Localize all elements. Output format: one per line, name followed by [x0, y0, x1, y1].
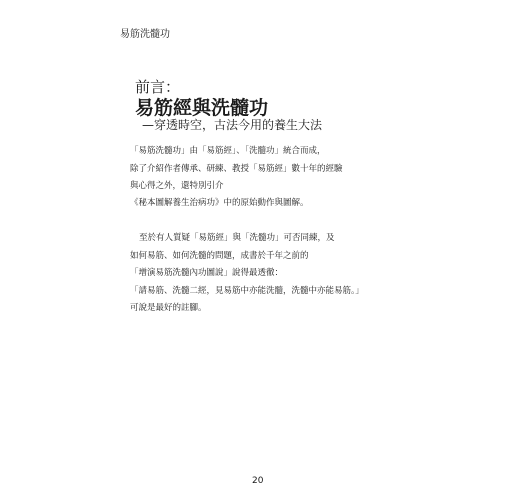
chapter-title: 易筋經與洗髓功 — [135, 97, 269, 119]
paragraph-line: 與心得之外，還特別引介 — [130, 181, 224, 191]
paragraph-line: 除了介紹作者傳承、研練、教授「易筋經」數十年的經驗 — [130, 164, 343, 174]
chapter-subtitle: —穿透時空，古法今用的養生大法 — [142, 118, 323, 132]
paragraph-line: 「增演易筋洗髓內功圖說」說得最透徹： — [130, 268, 284, 278]
paragraph-line: 「請易筋、洗髓二經，見易筋中亦能洗髓，洗髓中亦能易筋。」 — [130, 286, 364, 296]
paragraph-line: 「易筋洗髓功」由「易筋經」、「洗髓功」統合而成， — [130, 146, 326, 156]
preface-label: 前言： — [135, 78, 181, 96]
paragraph-line: 《秘本圖解養生治病功》中的原始動作與圖解。 — [130, 198, 309, 208]
paragraph-line: 至於有人質疑「易筋經」與「洗髓功」可否同練，及 — [139, 233, 335, 243]
paragraph-line: 可說是最好的註腳。 — [130, 303, 207, 313]
running-head: 易筋洗髓功 — [120, 29, 170, 40]
paragraph-line: 如何易筋、如何洗髓的問題，成書於千年之前的 — [130, 251, 309, 261]
page-number: 20 — [252, 476, 264, 486]
